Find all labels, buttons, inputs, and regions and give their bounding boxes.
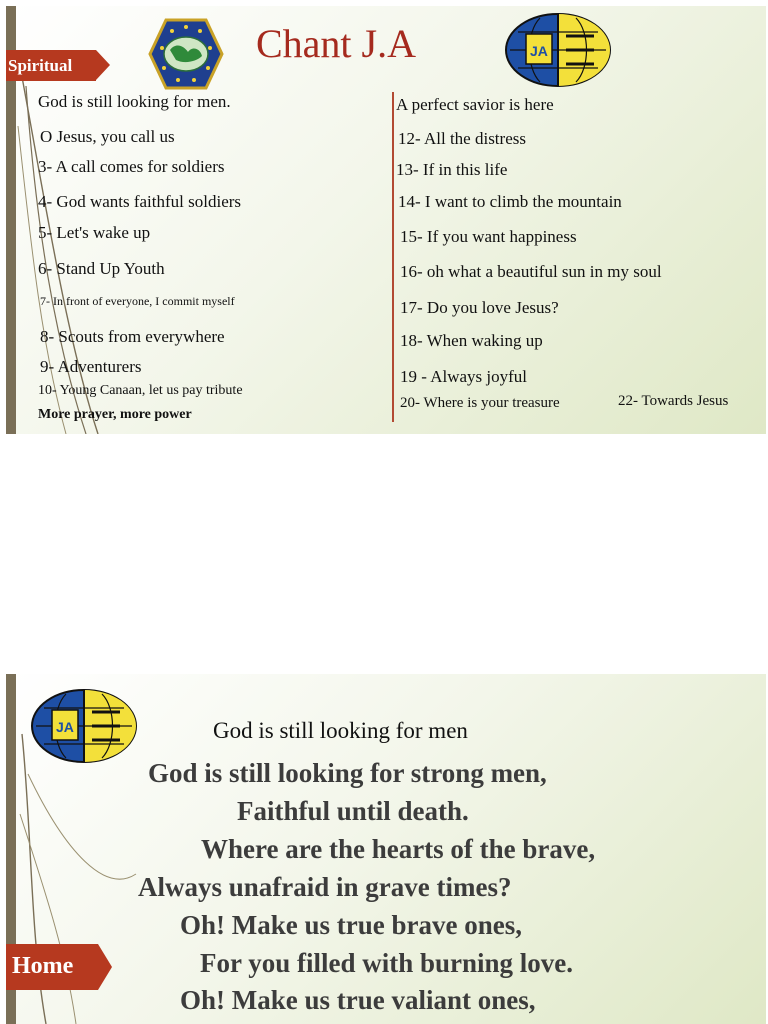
globe-emblem-icon <box>148 18 224 90</box>
ja-emblem-icon <box>30 688 138 764</box>
song-title: God is still looking for men <box>213 718 468 743</box>
spiritual-tab[interactable]: Spiritual <box>6 50 96 81</box>
song-item[interactable]: God is still looking for men. <box>38 92 231 111</box>
lyric-line: Where are the hearts of the brave, <box>201 834 596 864</box>
song-item[interactable]: 22- Towards Jesus <box>618 393 729 409</box>
lyric-line: God is still looking for strong men, <box>148 758 547 788</box>
song-item[interactable]: 18- When waking up <box>400 331 543 350</box>
song-item[interactable]: 13- If in this life <box>396 160 508 179</box>
song-item[interactable]: 10- Young Canaan, let us pay tribute <box>38 383 243 398</box>
svg-text:JA: JA <box>530 43 548 59</box>
ja-emblem-icon <box>504 12 612 88</box>
song-item[interactable]: 8- Scouts from everywhere <box>40 327 225 346</box>
song-item[interactable]: More prayer, more power <box>38 407 192 422</box>
song-item[interactable]: 9- Adventurers <box>40 357 142 376</box>
lyric-line: Faithful until death. <box>237 796 469 826</box>
song-item[interactable]: 6- Stand Up Youth <box>38 259 165 278</box>
song-item[interactable]: A perfect savior is here <box>396 95 554 114</box>
svg-text:JA: JA <box>56 719 74 735</box>
song-item[interactable]: 12- All the distress <box>398 129 526 148</box>
song-item[interactable]: 16- oh what a beautiful sun in my soul <box>400 262 662 281</box>
song-item[interactable]: 7- In front of everyone, I commit myself <box>40 294 235 308</box>
song-item[interactable]: 5- Let's wake up <box>38 223 151 242</box>
slide-song-list <box>6 6 766 434</box>
lyric-line: Oh! Make us true brave ones, <box>180 910 522 940</box>
song-item[interactable]: 19 - Always joyful <box>400 367 528 386</box>
home-button[interactable]: Home <box>6 944 98 990</box>
song-item[interactable]: 20- Where is your treasure <box>400 395 560 411</box>
slide-song-lyrics <box>6 674 766 1024</box>
song-item[interactable]: 17- Do you love Jesus? <box>400 298 559 317</box>
column-divider <box>392 92 394 422</box>
song-item[interactable]: 14- I want to climb the mountain <box>398 192 622 211</box>
lyric-line: Oh! Make us true valiant ones, <box>180 985 536 1015</box>
song-item[interactable]: 4- God wants faithful soldiers <box>38 192 242 211</box>
song-item[interactable]: 3- A call comes for soldiers <box>38 157 225 176</box>
lyric-line: For you filled with burning love. <box>200 948 574 978</box>
lyric-line: Always unafraid in grave times? <box>138 872 512 902</box>
song-item[interactable]: O Jesus, you call us <box>40 127 175 146</box>
page-title: Chant J.A <box>256 21 416 66</box>
song-item[interactable]: 15- If you want happiness <box>400 227 577 246</box>
